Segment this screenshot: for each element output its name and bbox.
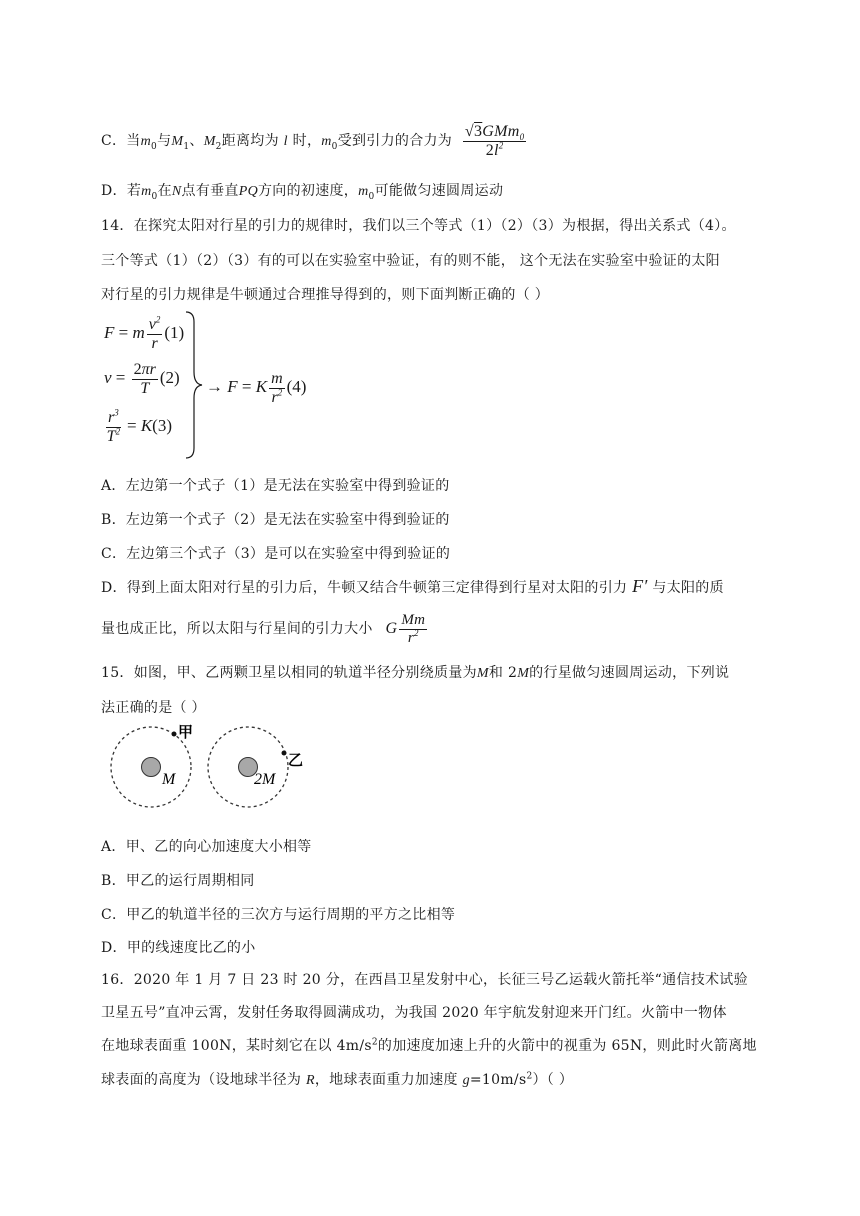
q14-right-brace bbox=[184, 310, 204, 460]
q14-eq3: $\frac{r^3}{T^2}$ = K(3) bbox=[106, 407, 172, 445]
q13-c-formula: $\frac{√3GMm_0}{2l^2}$ bbox=[464, 123, 525, 159]
q15-stem-line1: 15．如图，甲、乙两颗卫星以相同的轨道半径分别绕质量为M和 2M的行星做匀速圆周运动，下列说 bbox=[101, 665, 730, 681]
left-planet bbox=[142, 758, 161, 777]
q16-line1: 16．2020 年 1 月 7 日 23 时 20 分，在西昌卫星发射中心，长征三号乙运载火箭托举“通信技术试验 bbox=[101, 972, 748, 988]
q14-stem-line1: 14．在探究太阳对行星的引力的规律时，我们以三个等式（1）（2）（3）为根据，得出关系式（4）。 bbox=[101, 218, 736, 234]
q13-option-d: D．若$m_0$在N点有垂直PQ方向的初速度，$m_0$可能做匀速圆周运动 bbox=[101, 183, 504, 202]
q15-orbit-figure bbox=[106, 720, 326, 810]
q15-stem-line2: 法正确的是（ ） bbox=[101, 700, 206, 716]
q16-line4: 球表面的高度为（设地球半径为 R，地球表面重力加速度 $g=10m/s^2$）（ ） bbox=[101, 1071, 574, 1088]
right-satellite bbox=[282, 751, 287, 756]
q15-option-a: A．甲、乙的向心加速度大小相等 bbox=[101, 839, 312, 855]
q14-eq1: F = m $\frac{v^2}{r}$ (1) bbox=[104, 314, 185, 352]
q14-option-d-line1: D．得到上面太阳对行星的引力后，牛顿又结合牛顿第三定律得到行星对太阳的引力 F′ 与太阳的质 bbox=[101, 576, 724, 596]
q15-option-d: D．甲的线速度比乙的小 bbox=[101, 940, 256, 956]
right-planet-label: 2M bbox=[254, 771, 276, 788]
left-satellite-label: 甲 bbox=[178, 723, 194, 741]
q14-option-c: C．左边第三个式子（3）是可以在实验室中得到验证的 bbox=[101, 546, 451, 562]
q14-option-a: A．左边第一个式子（1）是无法在实验室中得到验证的 bbox=[101, 478, 450, 494]
right-satellite-label: 乙 bbox=[288, 751, 304, 769]
q16-line2: 卫星五号”直冲云霄，发射任务取得圆满成功，为我国 2020 年宇航发射迎来开门红。火箭中一物体 bbox=[101, 1005, 727, 1021]
q15-option-b: B．甲乙的运行周期相同 bbox=[101, 873, 255, 889]
q14-stem-line3: 对行星的引力规律是牛顿通过合理推导得到的，则下面判断正确的（ ） bbox=[101, 287, 550, 303]
q14-eq2: v = $\frac{2\pi r}{T}$ (2) bbox=[104, 361, 180, 397]
q16-line3: 在地球表面重 100N，某时刻它在以 $4m/s^2$的加速度加速上升的火箭中的视重为 65N，则此时火箭离地 bbox=[101, 1037, 757, 1054]
q15-option-c: C．甲乙的轨道半径的三次方与运行周期的平方之比相等 bbox=[101, 907, 456, 923]
left-planet-label: M bbox=[162, 771, 176, 788]
q14-option-d-line2: 量也成正比，所以太阳与行星间的引力大小 G $\frac{Mm}{r^2}$ bbox=[101, 612, 426, 646]
q14-eq4: → F = K $\frac{m}{r^2}$ (4) bbox=[206, 370, 307, 406]
q14-option-b: B．左边第一个式子（2）是无法在实验室中得到验证的 bbox=[101, 512, 450, 528]
q14-stem-line2: 三个等式（1）（2）（3）有的可以在实验室中验证，有的则不能， 这个无法在实验室中验证的太阳 bbox=[101, 253, 720, 269]
q13-option-c: C．当$m_0$与$M_1$、$M_2$距离均为 l 时，$m_0$受到引力的合力为 $\frac{√3GMm_0}{2l^2}$ bbox=[101, 123, 525, 159]
left-satellite bbox=[172, 732, 177, 737]
